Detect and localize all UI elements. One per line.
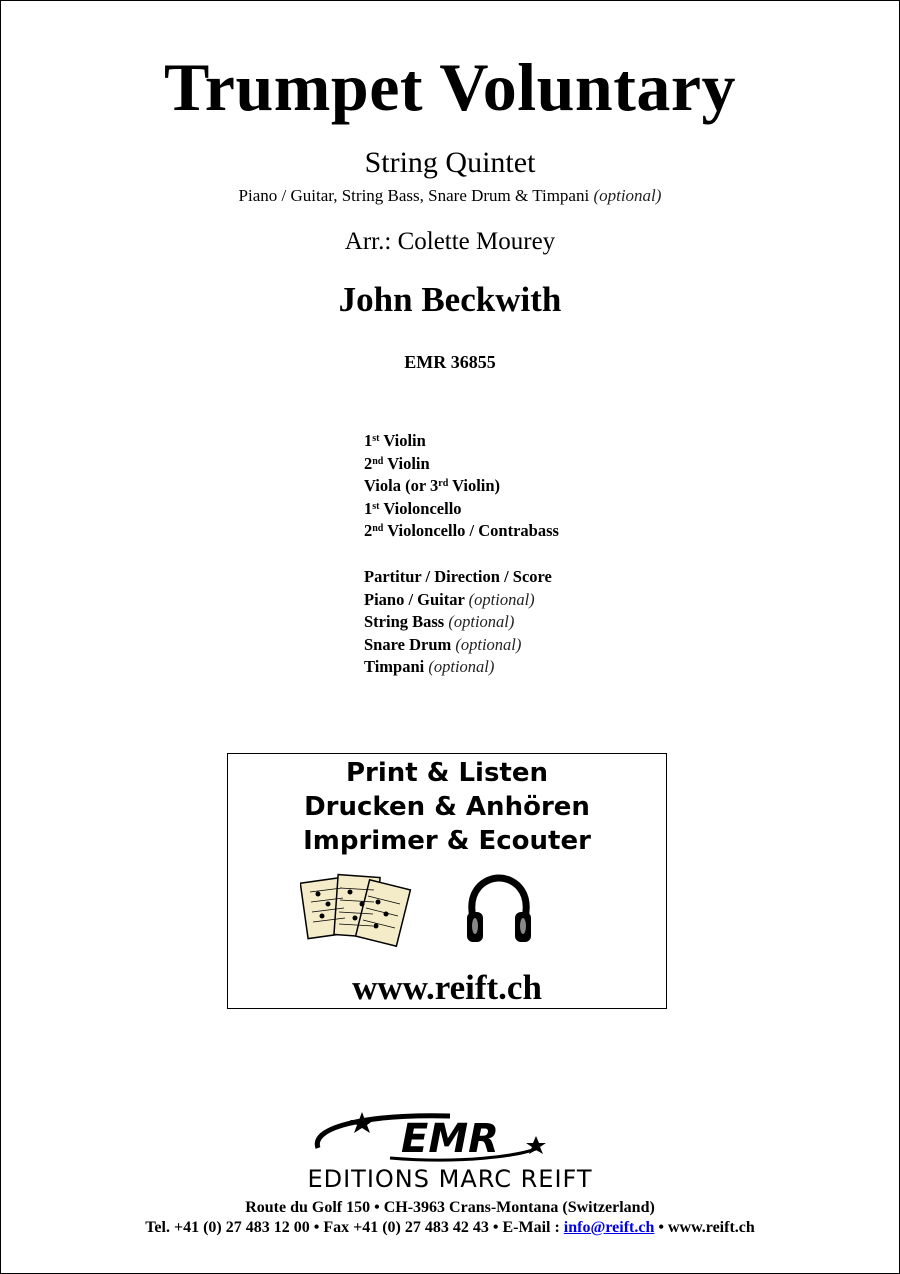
sheet-music-icon: [300, 872, 412, 950]
contact-phone-fax: Tel. +41 (0) 27 483 12 00 • Fax +41 (0) 27 483 42 43 • E-Mail :: [145, 1219, 560, 1236]
page-title: Trumpet Voluntary: [163, 49, 737, 125]
promo-line-fr: Imprimer & Ecouter: [303, 826, 591, 856]
extra-part-item: Timpani (optional): [364, 657, 495, 676]
email-link[interactable]: info@reift.ch: [563, 1219, 655, 1236]
catalog-number: EMR 36855: [404, 352, 496, 372]
emr-logo: [300, 1108, 600, 1164]
part-item: Viola (or 3rd Violin): [364, 476, 501, 495]
instrumentation-text: Piano / Guitar, String Bass, Snare Drum & Timpani: [238, 186, 590, 205]
instrumentation-optional: (optional): [593, 186, 662, 205]
publisher-address: Route du Golf 150 • CH-3963 Crans-Montana (Switzerland): [245, 1199, 655, 1216]
extra-parts-list: [364, 566, 552, 679]
extra-part-item: String Bass (optional): [364, 612, 515, 631]
logo-text: EMR: [401, 1116, 499, 1162]
extra-part-item: Partitur / Direction / Score: [364, 567, 552, 586]
part-item: 2nd Violoncello / Contrabass: [364, 521, 559, 540]
arranger: Arr.: Colette Mourey: [344, 228, 556, 255]
composer: John Beckwith: [338, 280, 562, 319]
contact-website[interactable]: • www.reift.ch: [658, 1219, 755, 1236]
promo-line-en: Print & Listen: [345, 758, 549, 788]
part-item: 1st Violoncello: [364, 498, 462, 518]
publisher-name: EDITIONS MARC REIFT: [307, 1165, 593, 1193]
extra-part-item: Piano / Guitar (optional): [364, 589, 535, 609]
instrumentation: [0, 186, 900, 206]
promo-url[interactable]: www.reift.ch: [352, 968, 542, 1007]
part-item: 1st Violin: [364, 431, 426, 450]
headphones-icon: [463, 874, 535, 950]
extra-part-item: Snare Drum (optional): [364, 634, 522, 654]
publisher-contact: [0, 1219, 900, 1237]
promo-line-de: Drucken & Anhören: [304, 792, 590, 822]
part-item: 2nd Violin: [364, 453, 430, 473]
subtitle: String Quintet: [364, 146, 536, 179]
parts-list: [364, 430, 559, 543]
print-listen-box: [227, 753, 667, 1009]
